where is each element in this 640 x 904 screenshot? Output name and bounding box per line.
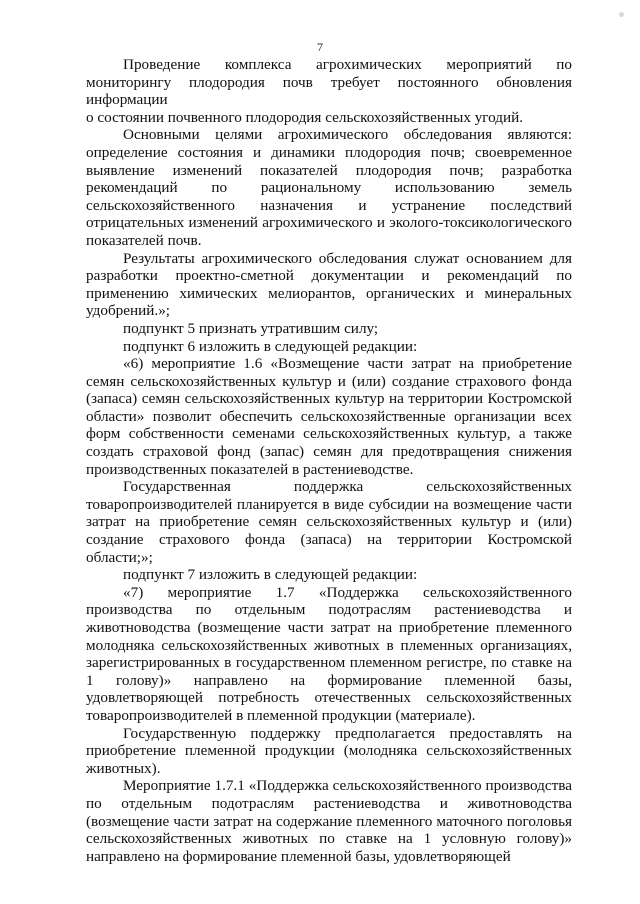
document-body <box>86 56 572 865</box>
page-number: 7 <box>317 40 323 54</box>
paragraph: Мероприятие 1.7.1 «Поддержка сельскохозяйственного производства по отдельным подотраслям растениеводства и животноводства (возмещение части затрат на содержание племенного маточного поголовья сельскохозяйственных животных по ставке на 1 условную голову)» направлено на формирование племенной базы, удовлетворяющей <box>86 777 572 865</box>
paragraph: подпункт 5 признать утратившим силу; <box>123 319 379 337</box>
paragraph: Результаты агрохимического обследования служат основанием для разработки проектно-сметной документации и рекомендаций по применению химических мелиорантов, органических и минеральных удобрений.»; <box>86 249 572 320</box>
paragraph: подпункт 7 изложить в следующей редакции: <box>123 566 418 584</box>
paragraph: «7) мероприятие 1.7 «Поддержка сельскохозяйственного производства по отдельным подотраслям растениеводства и животноводства (возмещение части затрат на приобретение племенного молодняка сельскохозяйственных животных в племенных организациях, зарегистрированных в государственном племенном регистре, по ставке на 1 голову)» направлено на формирование племенной базы, удовлетворяющей потребность отечественных сельскохозяйственных товаропроизводителей в племенной продукции (материале). <box>86 583 572 724</box>
paragraph: «6) мероприятие 1.6 «Возмещение части затрат на приобретение семян сельскохозяйственных культур и (или) создание страхового фонда (запаса) семян сельскохозяйственных культур на территории Костромской области» позволит обеспечить сельскохозяйственные организации всех форм собственности семенами сельскохозяйственных культур, а также создать страховой фонд (запас) семян для предотвращения снижения производственных показателей в растениеводстве. <box>86 355 572 478</box>
paragraph: Государственную поддержку предполагается предоставлять на приобретение племенной продукции (молодняка сельскохозяйственных животных). <box>86 724 572 777</box>
paragraph: о состоянии почвенного плодородия сельскохозяйственных угодий. <box>86 108 524 126</box>
scan-dot-mark <box>619 12 624 17</box>
paragraph: Основными целями агрохимического обследования являются: определение состояния и динамики плодородия почв; своевременное выявление изменений показателей плодородия почв; разработка рекомендаций по рациональному использованию земель сельскохозяйственного назначения и устранение последствий отрицательных изменений агрохимического и эколого-токсикологического показателей почв. <box>86 126 572 249</box>
paragraph: подпункт 6 изложить в следующей редакции: <box>123 337 418 355</box>
paragraph: Проведение комплекса агрохимических мероприятий по мониторингу плодородия почв требует постоянного обновления информации <box>86 56 572 109</box>
paragraph: Государственная поддержка сельскохозяйственных товаропроизводителей планируется в виде субсидии на возмещение части затрат на приобретение семян сельскохозяйственных культур и (или) создание страхового фонда (запаса) на территории Костромской области;»; <box>86 478 572 566</box>
